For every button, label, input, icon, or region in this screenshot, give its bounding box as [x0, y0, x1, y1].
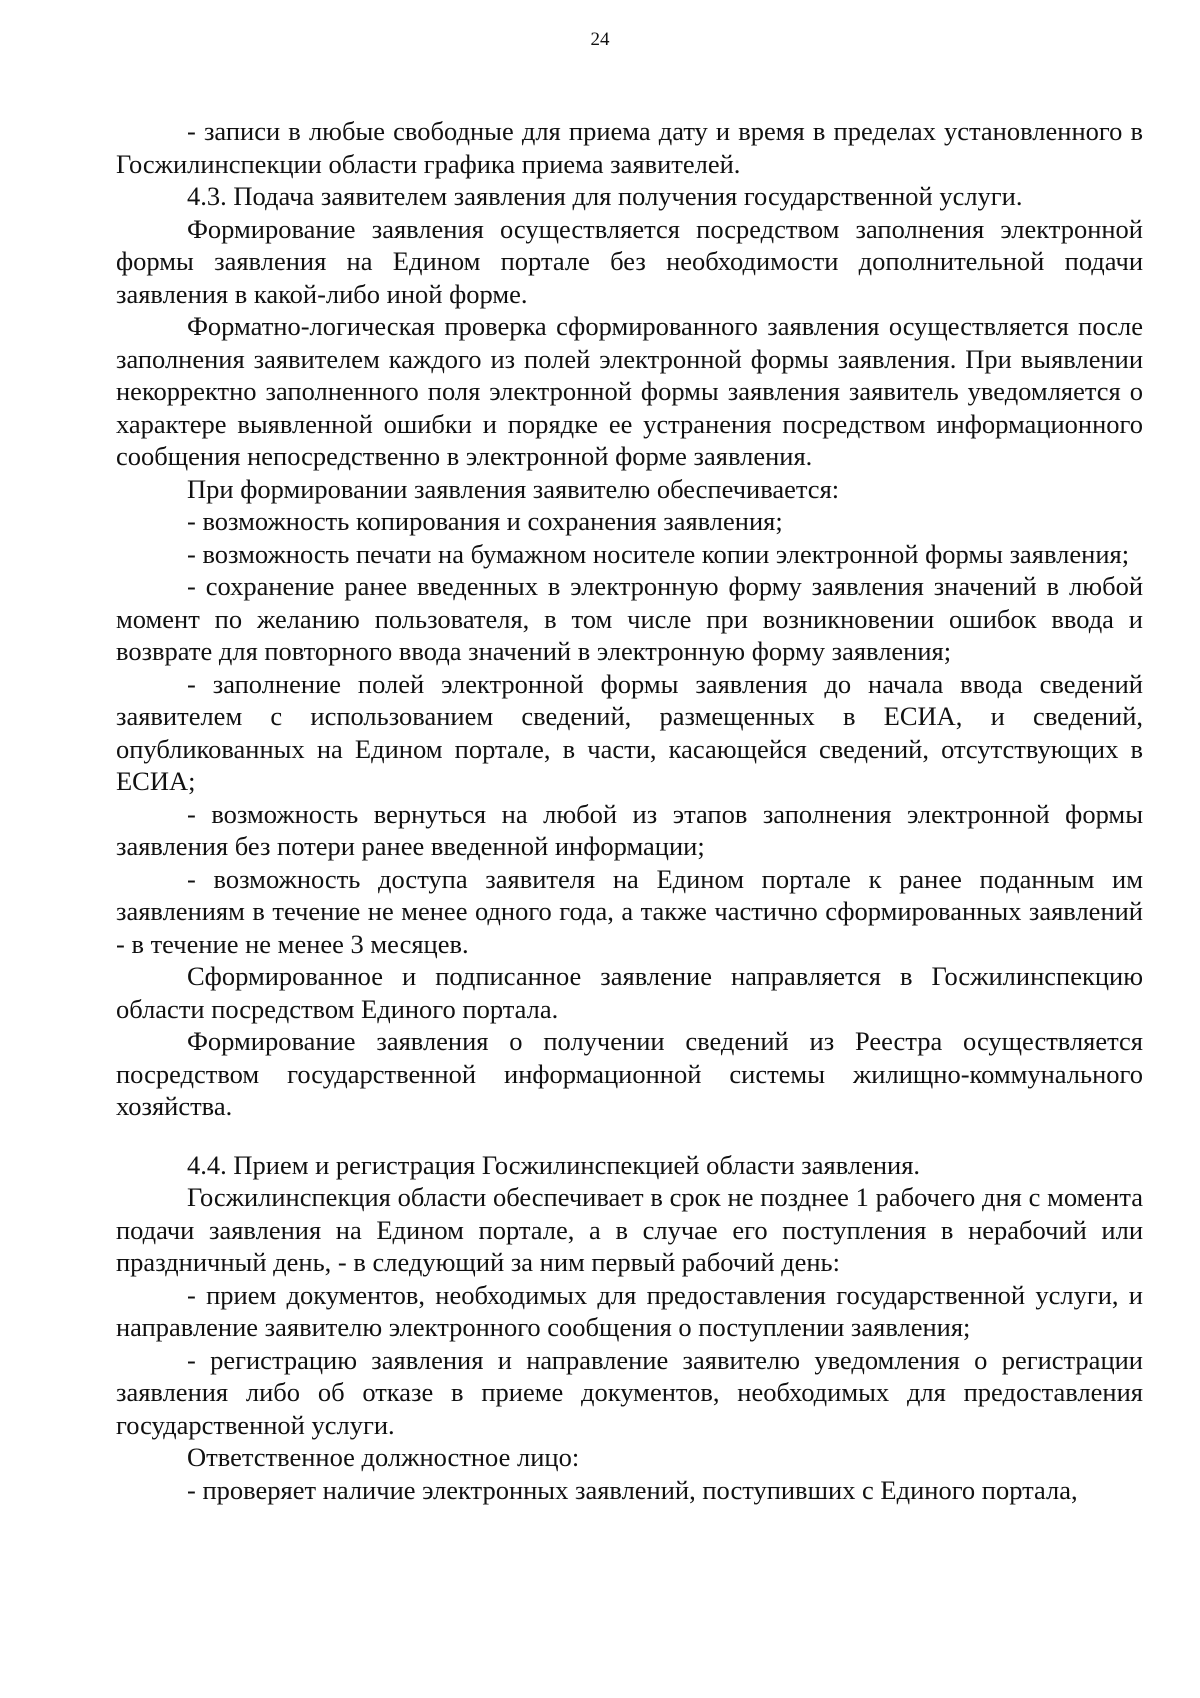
page-number: 24: [590, 29, 610, 50]
list-item: - сохранение ранее введенных в электронную форму заявления значений в любой момент по желанию пользователя, в том числе при возникновении ошибок ввода и возврате для повторного ввода значений в электронную форму заявления;: [116, 571, 1143, 666]
paragraph-gap: [116, 1123, 1143, 1149]
paragraph: При формировании заявления заявителю обеспечивается:: [187, 473, 840, 504]
document-body: [116, 115, 1143, 1506]
paragraph: Сформированное и подписанное заявление направляется в Госжилинспекцию области посредством Единого портала.: [116, 961, 1143, 1024]
list-item: - возможность печати на бумажном носителе копии электронной формы заявления;: [187, 538, 1130, 569]
paragraph: Формирование заявления о получении сведений из Реестра осуществляется посредством государственной информационной системы жилищно-коммунального хозяйства.: [116, 1026, 1143, 1121]
list-item: - прием документов, необходимых для предоставления государственной услуги, и направление заявителю электронного сообщения о поступлении заявления;: [116, 1279, 1143, 1342]
list-item: - возможность копирования и сохранения заявления;: [187, 506, 783, 536]
list-item: - регистрацию заявления и направление заявителю уведомления о регистрации заявления либо об отказе в приеме документов, необходимых для предоставления государственной услуги.: [116, 1344, 1143, 1440]
paragraph: Формирование заявления осуществляется посредством заполнения электронной формы заявления на Едином портале без необходимости дополнительной подачи заявления в какой-либо иной форме.: [116, 213, 1143, 309]
section-heading: 4.4. Прием и регистрация Госжилинспекцией области заявления.: [187, 1149, 921, 1180]
list-item: - возможность доступа заявителя на Едином портале к ранее поданным им заявлениям в течение не менее одного года, а также частично сформированных заявлений - в течение не менее 3 месяцев.: [116, 863, 1143, 959]
paragraph: Ответственное должностное лицо:: [187, 1442, 580, 1472]
section-heading: 4.3. Подача заявителем заявления для получения государственной услуги.: [187, 181, 1023, 211]
list-item: - возможность вернуться на любой из этапов заполнения электронной формы заявления без потери ранее введенной информации;: [116, 798, 1143, 861]
paragraph: Госжилинспекция области обеспечивает в срок не позднее 1 рабочего дня с момента подачи заявления на Едином портале, а в случае его поступления в нерабочий или праздничный день, - в следующий за ним первый рабочий день:: [116, 1182, 1143, 1277]
paragraph: Форматно-логическая проверка сформированного заявления осуществляется после заполнения заявителем каждого из полей электронной формы заявления. При выявлении некорректно заполненного поля электронной формы заявления заявитель уведомляется о характере выявленной ошибки и порядке ее устранения посредством информационного сообщения непосредственно в электронной форме заявления.: [116, 311, 1143, 471]
paragraph: - записи в любые свободные для приема дату и время в пределах установленного в Госжилинспекции области графика приема заявителей.: [116, 116, 1143, 179]
list-item: - заполнение полей электронной формы заявления до начала ввода сведений заявителем с использованием сведений, размещенных в ЕСИА, и сведений, опубликованных на Едином портале, в части, касающейся сведений, отсутствующих в ЕСИА;: [116, 668, 1143, 796]
list-item: - проверяет наличие электронных заявлений, поступивших с Единого портала,: [187, 1474, 1078, 1505]
